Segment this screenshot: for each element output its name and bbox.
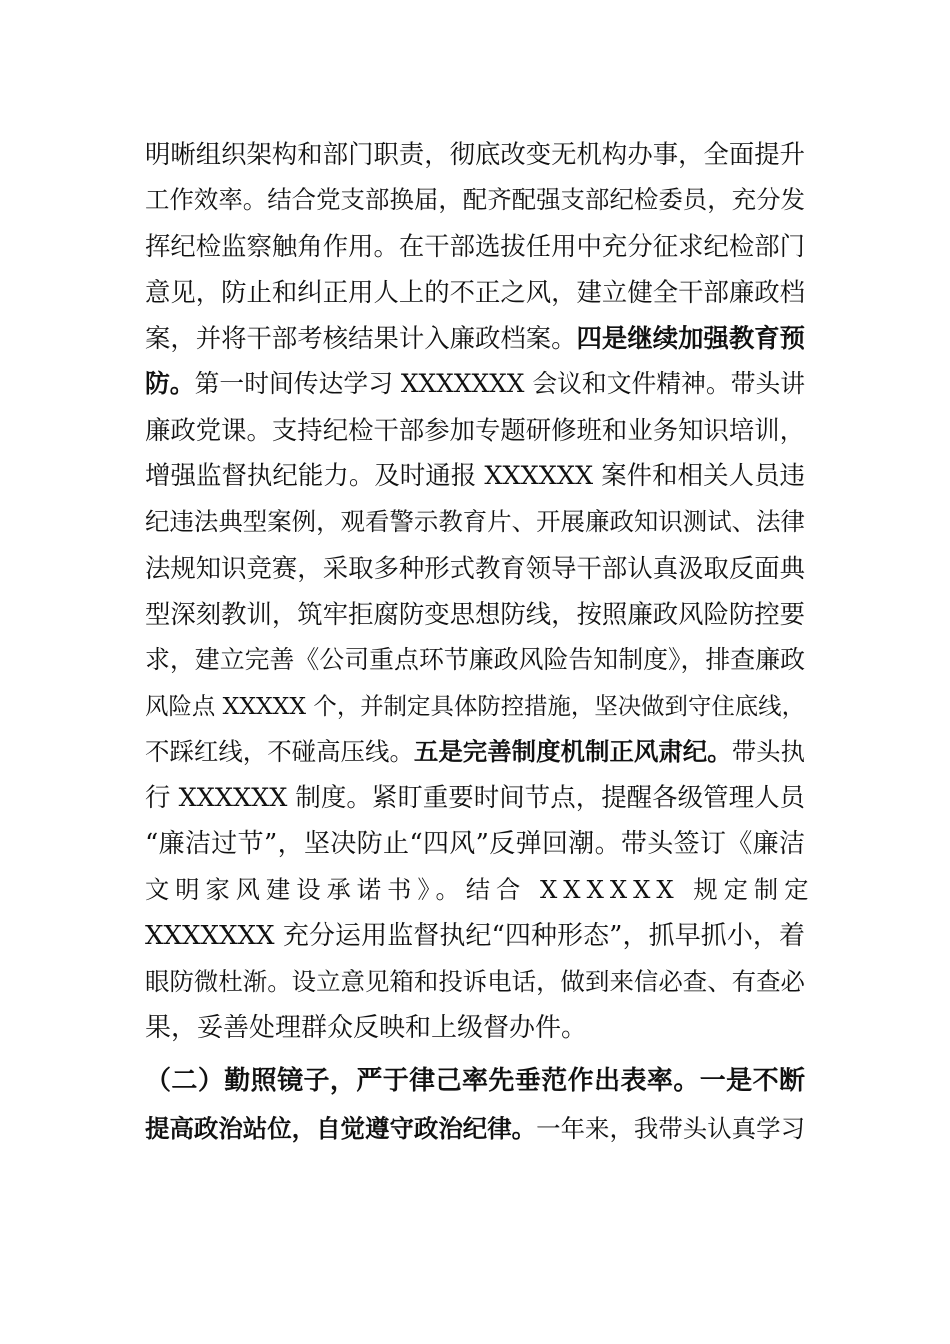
paragraph-line bbox=[145, 1011, 805, 1045]
paragraph-line bbox=[145, 735, 805, 769]
paragraph-line bbox=[145, 919, 805, 953]
paragraph-line bbox=[145, 229, 805, 263]
paragraph-line bbox=[145, 183, 805, 217]
paragraph-line bbox=[145, 1112, 805, 1146]
text-run: 挥纪检监察触角作用。在干部选拔任用中充分征求纪检部门 bbox=[145, 231, 805, 261]
text-run: 案，并将干部考核结果计入廉政档案。 bbox=[145, 323, 577, 353]
text-run: 风险点 XXXXX 个，并制定具体防控措施，坚决做到守住底线， bbox=[145, 692, 805, 720]
paragraph-line bbox=[145, 275, 805, 309]
paragraph-line bbox=[145, 873, 815, 907]
paragraph-line bbox=[145, 505, 805, 539]
paragraph-line bbox=[145, 321, 805, 355]
paragraph-line bbox=[145, 965, 805, 999]
text-run: XXXXXXX 充分运用监督执纪“四种形态”，抓早抓小，着 bbox=[145, 921, 805, 951]
text-run: 一年来，我带头认真学习 bbox=[536, 1114, 806, 1143]
bold-heading-run: 提高政治站位，自觉遵守政治纪律。 bbox=[145, 1114, 537, 1143]
paragraph-line bbox=[145, 643, 805, 677]
paragraph-line bbox=[145, 551, 805, 585]
text-run: 工作效率。结合党支部换届，配齐配强支部纪检委员，充分发 bbox=[145, 185, 805, 214]
paragraph-line bbox=[145, 459, 805, 493]
paragraph-line bbox=[145, 827, 805, 861]
text-run: 带头执 bbox=[731, 737, 806, 766]
paragraph-line bbox=[145, 367, 805, 401]
paragraph-line bbox=[145, 781, 805, 815]
text-run: 眼防微杜渐。设立意见箱和投诉电话，做到来信必查、有查必 bbox=[145, 967, 805, 996]
text-run: 行 XXXXXX 制度。紧盯重要时间节点，提醒各级管理人员 bbox=[145, 783, 805, 813]
bold-heading-run: 防。 bbox=[145, 369, 195, 398]
text-run: 明晰组织架构和部门职责，彻底改变无机构办事，全面提升 bbox=[145, 139, 805, 169]
text-run: 不踩红线，不碰高压线。 bbox=[145, 737, 414, 766]
bold-heading-run: 四是继续加强教育预 bbox=[576, 323, 806, 353]
paragraph-line bbox=[145, 413, 805, 447]
text-run: 型深刻教训，筑牢拒腐防变思想防线，按照廉政风险防控要 bbox=[145, 599, 805, 629]
text-run: 第一时间传达学习 XXXXXXX 会议和文件精神。带头讲 bbox=[194, 369, 806, 398]
text-run: 增强监督执纪能力。及时通报 XXXXXX 案件和相关人员违 bbox=[145, 461, 805, 491]
text-run: 果，妥善处理群众反映和上级督办件。 bbox=[145, 1013, 588, 1043]
text-run: 文明家风建设承诺书》。结合 XXXXXX 规定制定 bbox=[145, 875, 815, 904]
text-run: 求，建立完善《公司重点环节廉政风险告知制度》，排查廉政 bbox=[145, 645, 806, 674]
text-run: 廉政党课。支持纪检干部参加专题研修班和业务知识培训， bbox=[145, 415, 805, 445]
bold-heading-run: 五是完善制度机制正风肃纪。 bbox=[413, 737, 732, 766]
paragraph-line bbox=[145, 137, 805, 171]
paragraph-line bbox=[145, 689, 805, 723]
text-run: 法规知识竞赛，采取多种形式教育领导干部认真汲取反面典 bbox=[145, 553, 805, 583]
bold-heading-run: （二）勤照镜子，严于律己率先垂范作出表率。一是不断 bbox=[145, 1066, 805, 1096]
text-run: 纪违法典型案例，观看警示教育片、开展廉政知识测试、法律 bbox=[145, 507, 805, 536]
section-heading-line bbox=[145, 1064, 805, 1098]
paragraph-line bbox=[145, 597, 805, 631]
text-run: “廉洁过节”，坚决防止“四风”反弹回潮。带头签订《廉洁 bbox=[145, 829, 805, 859]
text-run: 意见，防止和纠正用人上的不正之风，建立健全干部廉政档 bbox=[145, 277, 805, 307]
